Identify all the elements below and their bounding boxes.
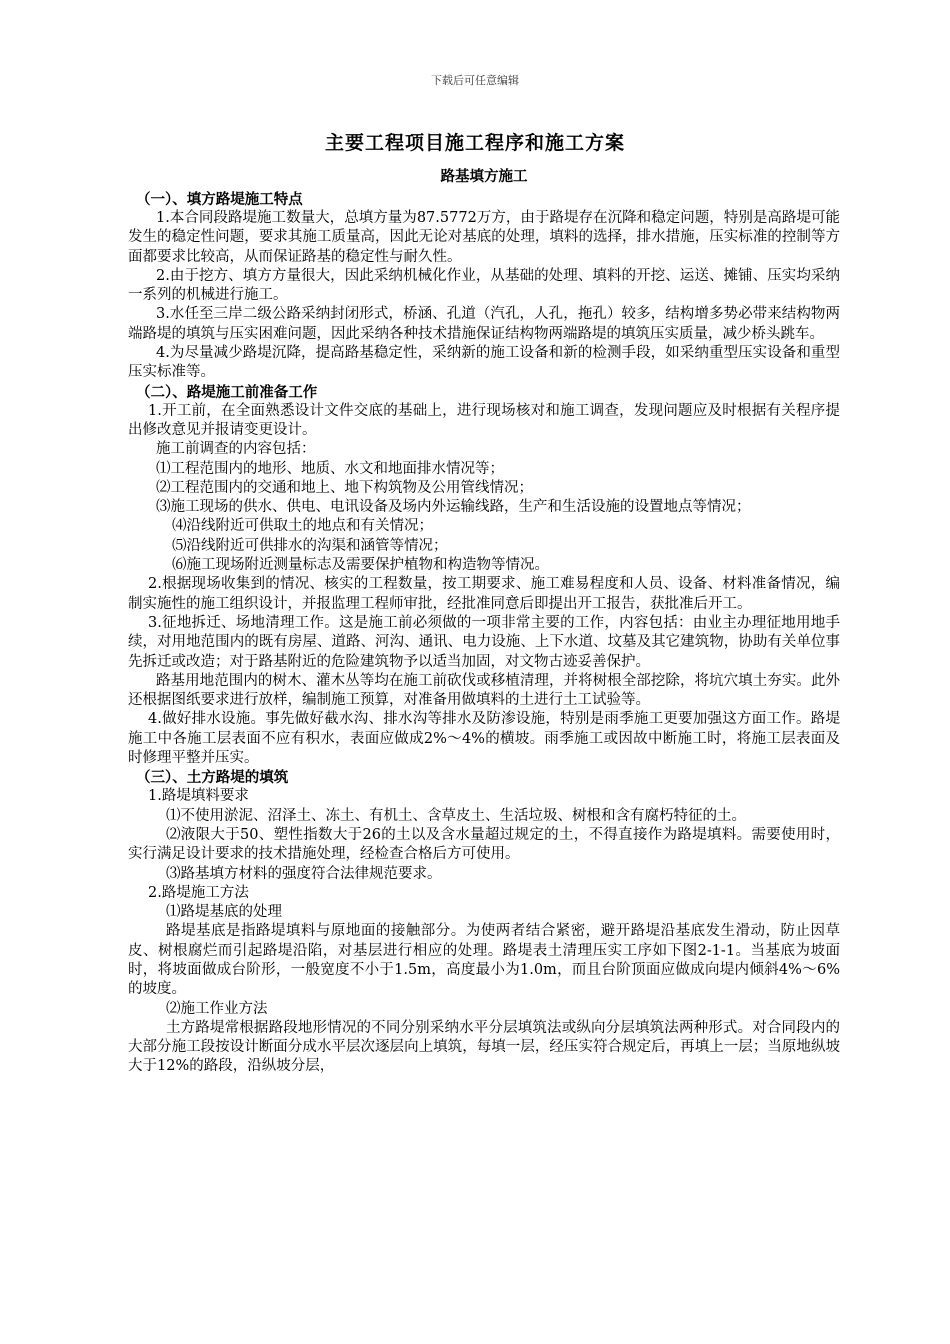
paragraph-list	[128, 190, 840, 1077]
body-paragraph: 1.路堤填料要求	[148, 788, 249, 805]
header-note: 下载后可任意编辑	[431, 74, 519, 87]
body-paragraph: ⑵施工作业方法	[166, 1000, 268, 1017]
document-title: 主要工程项目施工程序和施工方案	[324, 132, 625, 154]
body-paragraph: 1.本合同段路堤施工数量大，总填方量为87.5772万方，由于路堤存在沉降和稳定问题，特别是高路堤可能发生的稳定性问题，要求其施工质量高，因此无论对基底的处理，填料的选择，排水措施，压实标准的控制等方面都要求比较高，从而保证路基的稳定性与耐久性。	[128, 210, 840, 265]
body-paragraph: ⑴工程范围内的地形、地质、水文和地面排水情况等；	[156, 460, 504, 477]
body-paragraph: 2.路堤施工方法	[148, 884, 249, 901]
body-paragraph: 4.为尽量减少路堤沉降，提高路基稳定性，采纳新的施工设备和新的检测手段，如采纳重型压实设备和重型压实标准等。	[128, 345, 840, 381]
body-paragraph: 土方路堤常根据路段地形情况的不同分别采纳水平分层填筑法或纵向分层填筑法两种形式。对合同段内的大部分施工段按设计断面分成水平层次逐层向上填筑，每填一层，经压实符合规定后，再填上一层；当原地纵坡大于12%的路段，沿纵坡分层，	[128, 1019, 840, 1075]
body-paragraph: ⑴不使用淤泥、沼泽土、冻土、有机土、含草皮土、生活垃圾、树根和含有腐朽特征的土。	[166, 807, 746, 824]
body-paragraph: ⑷沿线附近可供取土的地点和有关情况；	[172, 518, 433, 535]
body-paragraph: 路堤基底是指路堤填料与原地面的接触部分。为使两者结合紧密，避开路堤沿基底发生滑动，防止因草皮、树根腐烂而引起路堤沿陷，对基层进行相应的处理。路堤表土清理压实工序如下图2-1-1。当基底为坡面时，将坡面做成台阶形，一般宽度不小于1.5m，高度最小为1.0m，而且台阶顶面应做成向堤内倾斜4%～6%的坡度。	[128, 923, 840, 998]
body-paragraph: ⑶施工现场的供水、供电、电讯设备及场内外运输线路，生产和生活设施的设置地点等情况；	[156, 499, 751, 516]
body-paragraph: 施工前调查的内容包括：	[156, 441, 316, 458]
body-paragraph: ⑹施工现场附近测量标志及需要保护植物和构造物等情况。	[172, 557, 549, 574]
body-paragraph: ⑵液限大于50、塑性指数大于26的土以及含水量超过规定的土，不得直接作为路堤填料。需要使用时，实行满足设计要求的技术措施处理，经检查合格后方可使用。	[128, 826, 840, 863]
body-paragraph: ⑵工程范围内的交通和地上、地下构筑物及公用管线情况；	[156, 479, 533, 496]
body-paragraph: 1.开工前，在全面熟悉设计文件交底的基础上，进行现场核对和施工调查，发现问题应及时根据有关程序提出修改意见并报请变更设计。	[128, 402, 840, 438]
section-heading: （二）、路堤施工前准备工作	[136, 383, 318, 401]
body-paragraph: 3.水任至三岸二级公路采纳封闭形式，桥涵、孔道（汽孔，人孔，拖孔）较多，结构增多势必带来结构物两端路堤的填筑与压实困难问题，因此采纳各种技术措施保证结构物两端路堤的填筑压实质量，减少桥头跳车。	[128, 306, 840, 342]
body-paragraph: 2.由于挖方、填方方量很大，因此采纳机械化作业，从基础的处理、填料的开挖、运送、摊铺、压实均采纳一系列的机械进行施工。	[128, 267, 840, 304]
body-paragraph: 路基用地范围内的树木、灌木丛等均在施工前砍伐或移植清理，并将树根全部挖除，将坑穴填土夯实。此外还根据图纸要求进行放样，编制施工预算，对准备用做填料的土进行土工试验等。	[128, 672, 840, 709]
body-paragraph: ⑸沿线附近可供排水的沟渠和涵管等情况；	[172, 537, 448, 554]
body-paragraph: ⑶路基填方材料的强度符合法律规范要求。	[166, 865, 442, 882]
body-paragraph: 3.征地拆迁、场地清理工作。这是施工前必须做的一项非常主要的工作，内容包括：由业主办理征地用地手续，对用地范围内的既有房屋、道路、河沟、通讯、电力设施、上下水道、坟墓及其它建筑物，协助有关单位事先拆迁或改造；对于路基附近的危险建筑物予以适当加固，对文物古迹妥善保护。	[128, 614, 840, 670]
body-paragraph: ⑴路堤基底的处理	[166, 904, 282, 921]
section-subtitle: 路基填方施工	[440, 168, 528, 185]
section-heading: （三）、土方路堤的填筑	[136, 769, 289, 787]
body-paragraph: 2.根据现场收集到的情况、核实的工程数量，按工期要求、施工难易程度和人员、设备、材料准备情况，编制实施性的施工组织设计，并报监理工程师审批，经批准同意后即提出开工报告，获批准后开工。	[128, 576, 840, 612]
section-heading: （一）、填方路堤施工特点	[136, 191, 303, 208]
document-body	[128, 166, 840, 1077]
body-paragraph: 4.做好排水设施。事先做好截水沟、排水沟等排水及防渗设施，特别是雨季施工更要加强这方面工作。路堤施工中各施工层表面不应有积水，表面应做成2%～4%的横坡。雨季施工或因故中断施工时，将施工层表面及时修理平整并压实。	[128, 711, 840, 767]
